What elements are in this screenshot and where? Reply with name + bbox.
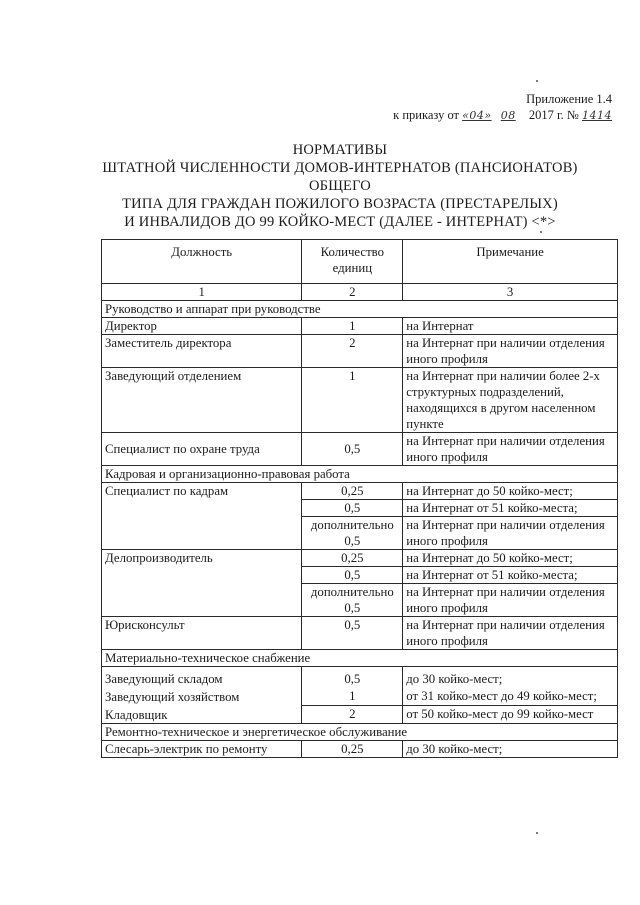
note-cell: на Интернат от 51 койко-места; <box>403 500 618 517</box>
annex-title: Приложение 1.4 <box>526 92 612 106</box>
position-cell: Делопроизводитель <box>102 550 302 617</box>
column-number-2: 2 <box>302 284 403 301</box>
table-row <box>102 433 618 466</box>
quantity-cell: 0,5 <box>302 617 403 650</box>
note-cell: на Интернат при наличии отделения иного профиля <box>403 584 618 617</box>
table-row <box>102 335 618 368</box>
scan-speck <box>536 832 538 834</box>
quantity-additional-label: дополнительно <box>310 518 394 532</box>
position-cell: Директор <box>102 318 302 335</box>
quantity-cell: 1 <box>302 318 403 335</box>
quantity-cell <box>302 584 403 617</box>
title-line-5: И ИНВАЛИДОВ ДО 99 КОЙКО-МЕСТ (ДАЛЕЕ - ИНТЕРНАТ) <*> <box>124 214 556 230</box>
quantity-cell: 0,5 <box>302 567 403 584</box>
quantity-cell: 0,5 <box>302 667 403 689</box>
quantity-cell: 0,5 <box>302 433 403 466</box>
quantity-cell: 0,25 <box>302 483 403 500</box>
column-number-3: 3 <box>403 284 618 301</box>
table-row <box>102 617 618 650</box>
table-row <box>102 741 618 758</box>
position-cell: Юрисконсульт <box>102 617 302 650</box>
note-cell: на Интернат при наличии более 2-х структурных подразделений, находящихся в другом населенном пункте <box>403 368 618 433</box>
note-cell: до 30 койко-мест; <box>403 741 618 758</box>
note-cell: на Интернат при наличии отделения иного профиля <box>403 617 618 650</box>
staffing-table <box>101 239 618 758</box>
position-cell: Заведующий отделением <box>102 368 302 433</box>
position-line: Заведующий хозяйством <box>105 690 240 704</box>
header-note: Примечание <box>403 240 618 284</box>
section-hr: Кадровая и организационно-правовая работа <box>102 466 618 483</box>
note-cell: на Интернат при наличии отделения иного профиля <box>403 517 618 550</box>
order-day: «04» <box>462 109 492 122</box>
quantity-cell: 1 <box>302 688 403 705</box>
position-line: Заведующий складом <box>105 672 223 686</box>
title-line-3: ОБЩЕГО <box>309 178 371 194</box>
position-cell: Специалист по кадрам <box>102 483 302 550</box>
note-cell: до 30 койко-мест; <box>403 667 618 689</box>
quantity-cell: 0,5 <box>302 500 403 517</box>
note-cell: на Интернат до 50 койко-мест; <box>403 550 618 567</box>
annex-header <box>393 91 612 124</box>
quantity-cell: 2 <box>302 335 403 368</box>
header-quantity: Количество единиц <box>302 240 403 284</box>
order-reference <box>393 107 612 124</box>
quantity-cell: 0,25 <box>302 550 403 567</box>
note-cell: на Интернат <box>403 318 618 335</box>
position-cell: Слесарь-электрик по ремонту <box>102 741 302 758</box>
column-number-row <box>102 284 618 301</box>
section-row <box>102 650 618 667</box>
note-cell: на Интернат при наличии отделения иного профиля <box>403 433 618 466</box>
table-header-row <box>102 240 618 284</box>
scan-speck <box>540 231 542 233</box>
document-title <box>70 141 610 231</box>
quantity-cell: 0,25 <box>302 741 403 758</box>
note-cell: от 31 койко-мест до 49 койко-мест; <box>403 688 618 705</box>
section-row <box>102 724 618 741</box>
position-cell: Специалист по охране труда <box>102 433 302 466</box>
position-line: Кладовщик <box>105 708 168 722</box>
quantity-cell: 1 <box>302 368 403 433</box>
scan-speck <box>536 80 538 82</box>
position-cell: Заместитель директора <box>102 335 302 368</box>
header-position: Должность <box>102 240 302 284</box>
note-cell: на Интернат от 51 койко-места; <box>403 567 618 584</box>
table-row <box>102 550 618 567</box>
quantity-additional-value: 0,5 <box>344 601 361 615</box>
quantity-additional-label: дополнительно <box>310 585 394 599</box>
note-cell: от 50 койко-мест до 99 койко-мест <box>403 706 618 724</box>
title-line-2: ШТАТНОЙ ЧИСЛЕННОСТИ ДОМОВ-ИНТЕРНАТОВ (ПАНСИОНАТОВ) <box>102 160 578 176</box>
order-number: 1414 <box>582 109 612 122</box>
table-row <box>102 483 618 500</box>
section-supply: Материально-техническое снабжение <box>102 650 618 667</box>
order-year-label: 2017 г. № <box>528 108 579 122</box>
section-row <box>102 301 618 318</box>
note-cell: на Интернат до 50 койко-мест; <box>403 483 618 500</box>
section-row <box>102 466 618 483</box>
quantity-cell <box>302 517 403 550</box>
table-row <box>102 318 618 335</box>
title-line-4: ТИПА ДЛЯ ГРАЖДАН ПОЖИЛОГО ВОЗРАСТА (ПРЕСТАРЕЛЫХ) <box>122 196 558 212</box>
column-number-1: 1 <box>102 284 302 301</box>
section-maintenance: Ремонтно-техническое и энергетическое обслуживание <box>102 724 618 741</box>
quantity-cell: 2 <box>302 706 403 724</box>
order-prefix: к приказу от <box>393 108 459 122</box>
position-cell <box>102 667 302 724</box>
note-cell: на Интернат при наличии отделения иного профиля <box>403 335 618 368</box>
title-line-1: НОРМАТИВЫ <box>292 142 388 158</box>
quantity-additional-value: 0,5 <box>344 534 361 548</box>
order-month: 08 <box>500 109 516 122</box>
table-row <box>102 667 618 689</box>
table-row <box>102 368 618 433</box>
section-management: Руководство и аппарат при руководстве <box>102 301 618 318</box>
